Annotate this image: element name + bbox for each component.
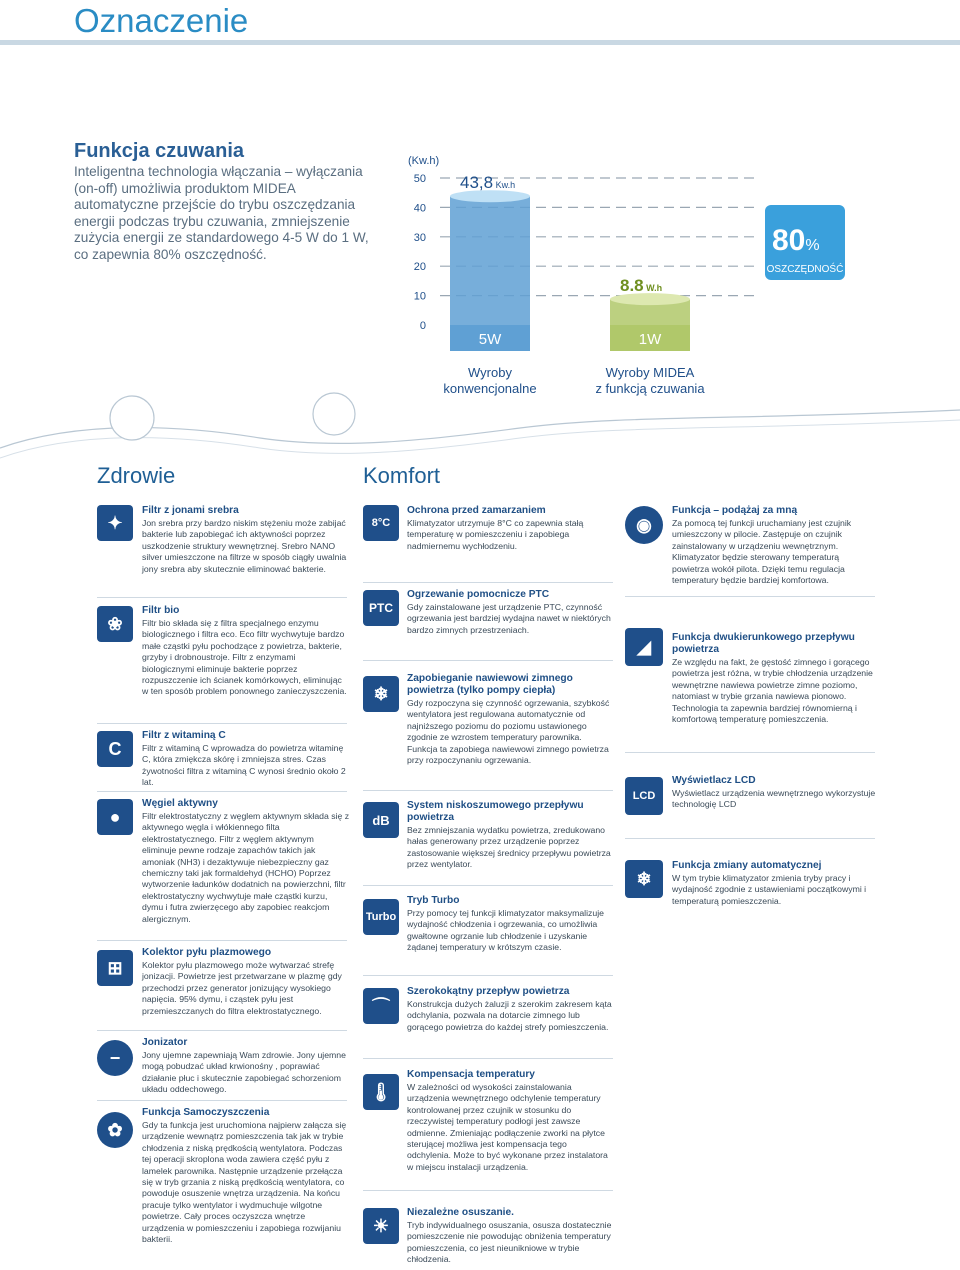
feature-text: Filtr bio składa się z filtra specjalnego enzymu biologicznego i filtra eco. Eco filtr wychwytuje bardzo małe cząstki pyłu pochodzące z powietrza, bakterie, grzyby i drobnoustroje. Filtr z enzymami biologicznymi eliminuje bakterie poprzez rozpuszczenie ich ścianek komórkowych, eliminując w ten sposób problem ponownego zanieczyszczenia. (142, 618, 347, 697)
plasma-icon: ⊞ (97, 950, 133, 986)
value-unit: Kw.h (493, 180, 516, 191)
feature-title: Niezależne osuszanie. (407, 1207, 515, 1218)
bar (450, 196, 530, 325)
feature-active-carbon (142, 798, 350, 925)
feature-text: Filtr z witaminą C wprowadza do powietrza witaminę C, która zmiękcza skórę i zmniejsza stres. Czas żywotności filtra z witaminą C wynosi średnio około 2 lat. (142, 743, 346, 788)
divider (363, 582, 613, 583)
feature-title: Funkcja Samoczyszczenia (142, 1107, 270, 1118)
standby-description: Inteligentna technologia włączania – wyłączania (on-off) umożliwia produktom MIDEA automatyczne przejście do trybu oszczędzania energii podczas trybu czuwania, zmniejszenie zużycia energii ze standardowego 4-5 W do 1 W, co zapewnia 80% oszczędność. (74, 164, 369, 262)
feature-text: Wyświetlacz urządzenia wewnętrznego wykorzystuje technologię LCD (672, 788, 876, 810)
feature-title: Ogrzewanie pomocnicze PTC (407, 589, 550, 600)
bio-filter-icon: ❀ (97, 606, 133, 642)
feature-self-clean (142, 1107, 350, 1245)
vitamin-c-icon: C (97, 731, 133, 767)
divider (97, 723, 347, 724)
feature-text: Jony ujemne zapewniają Wam zdrowie. Jony ujemne mogą pobudzać układ krwionośny , poprawiać działanie płuc i skutecznie zapobiegać schorzeniom układu oddechowego. (142, 1050, 346, 1095)
follow-me-icon: ◉ (625, 506, 663, 544)
divider (625, 838, 875, 839)
divider (363, 885, 613, 886)
feature-freeze-protection (407, 505, 612, 552)
feature-title: Tryb Turbo (407, 895, 460, 906)
silver-ion-icon: ✦ (97, 505, 133, 541)
feature-text: Ze względu na fakt, że gęstość zimnego i gorącego powietrza jest różna, w trybie chłodzenia urządzenie wewnętrzne nawiewa powietrze zimne poziomo, natomiast w trybie grzania nawiewa pionowo. Technologia ta zapewnia bardziej równomierną i komfortową temperaturę pomieszczenia. (672, 657, 873, 725)
dehumidify-icon: ☀ (363, 1208, 399, 1244)
savings-value: 80% (772, 224, 820, 257)
feature-text: Gdy rozpoczyna się czynność ogrzewania, szybkość wentylatora jest regulowana automatycznie od najniższego poziomu do poziomu ustawionego zgodnie ze wzrostem temperatury parownika. Funkcja ta zapobiega nawiewowi zimnego powietrza przy rozpoczynaniu ogrzewania. (407, 698, 610, 766)
feature-turbo (407, 895, 612, 954)
feature-text: Konstrukcja dużych żaluzji z szerokim zakresem kąta odchylania, pozwala na dotarcie zimnego lub gorącego powietrza do każdej strefy pomieszczenia. (407, 999, 612, 1032)
feature-temperature-compensation (407, 1069, 612, 1173)
feature-title: Kolektor pyłu plazmowego (142, 947, 272, 958)
self-clean-icon: ✿ (97, 1112, 133, 1148)
low-noise-icon: dB (363, 802, 399, 838)
savings-badge (765, 205, 845, 280)
divider (363, 1058, 613, 1059)
savings-label: OSZCZĘDNOŚĆ (766, 264, 844, 275)
feature-text: Przy pomocy tej funkcji klimatyzator maksymalizuje wydajność chłodzenia i ogrzewania, co umożliwia gwałtowne ogrzanie lub chłodzenie i uzyskanie żądanej temperatury w krótszym czasie. (407, 908, 604, 953)
page-title: Oznaczenie (74, 2, 249, 39)
feature-text: Jon srebra przy bardzo niskim stężeniu może zabijać bakterie lub zapobiegać ich aktywności poprzez uszkodzenie struktury wewnętrznej. Srebro NANO silver umieszczone na filtrze w sposób ciągły uwalnia jony srebra aby skutecznie eliminować bakterie. (142, 518, 347, 574)
wide-airflow-icon: ⌒ (363, 988, 399, 1024)
feature-title: Kompensacja temperatury (407, 1069, 535, 1080)
feature-anti-cold-air (407, 673, 612, 766)
feature-title: Filtr z jonami srebra (142, 505, 239, 516)
divider (625, 752, 875, 753)
feature-text: Gdy ta funkcja jest uruchomiona najpierw załącza się urządzenie wewnątrz pomieszczenia tak jak w trybie chłodzenia z niską prędkością wentylatora. Podczas tej operacji skroplona woda zawiera część pyłu z lamelek parownika. Następnie urządzenie przełącza się w tryb grzania z niską prędkością wentylatora, co powoduje osuszenie wnętrza urządzenia. Na końcu pracuje tylko wentylator i wydmuchuje wilgotne powietrze. Cały proces oczyszcza wnętrze urządzenia w pomieszczeniu i zapobiega rozwijaniu bakterii. (142, 1120, 347, 1245)
divider (363, 790, 613, 791)
wave-separator (0, 390, 960, 470)
feature-two-way-airflow (672, 632, 877, 725)
two-way-airflow-icon: ◢ (625, 628, 663, 666)
y-tick-label: 20 (413, 261, 426, 274)
bar-label: 1W (638, 331, 662, 348)
feature-title: Funkcja zmiany automatycznej (672, 860, 822, 871)
feature-title: Węgiel aktywny (142, 798, 218, 809)
section-comfort: Komfort (363, 463, 441, 488)
y-tick-label: 50 (413, 173, 426, 185)
divider (97, 1100, 347, 1101)
divider (363, 1190, 613, 1191)
divider (363, 660, 613, 661)
divider (625, 596, 875, 597)
feature-text: Bez zmniejszania wydatku powietrza, zredukowano hałas generowany przez urządzenie poprzez zastosowanie większej średnicy przepływu powietrza przez wentylator. (407, 825, 611, 870)
auto-mode-icon: ❄ (625, 860, 663, 898)
feature-text: Kolektor pyłu plazmowego może wytwarzać strefę jonizacji. Powietrze jest przetwarzane w plazmę gdy przechodzi przez generator jonizujący wysokiego napięcia. 95% dymu, i cząstek pyłu jest przemieszczanych do filtra elektrostatycznego. (142, 960, 342, 1016)
feature-title: Ochrona przed zamarzaniem (407, 505, 546, 516)
category-label: konwencjonalne (443, 381, 537, 396)
divider (97, 597, 347, 598)
feature-title: System niskoszumowego przepływu powietrza (407, 800, 584, 823)
anti-cold-air-icon: ❄ (363, 676, 399, 712)
active-carbon-icon: ● (97, 799, 133, 835)
feature-text: Tryb indywidualnego osuszania, osusza dostatecznie pomieszczenie nie powodując obniżenia temperatury pomieszczenia, co jest nieunikniowe w trybie chłodzenia. (407, 1220, 612, 1265)
feature-title: Funkcja dwukierunkowego przepływu powietrza (672, 632, 855, 655)
ionizer-icon: − (97, 1040, 133, 1076)
section-health: Zdrowie (97, 463, 176, 488)
y-axis-label: (Kw.h) (408, 155, 440, 167)
divider (363, 975, 613, 976)
thermometer-icon: 🌡 (363, 1074, 399, 1110)
feature-text: Filtr elektrostatyczny z węglem aktywnym składa się z aktywnego węgla i włókiennego filta elektrostatycznego. Filtr z węglem aktywnym eliminuje pewne rodzaje zapachów takich jak amoniak (NH3) i dezaktywuje niebezpieczny gaz chemiczny taki jak formaldehyd (HCHO) Poprzez wytworzenie ładunków dodatnich na powierzchni, filtr elektrostatyczny wychwytuje małe cząstki kurzu, dymu i futra zwierzęcego aby zapobiec reakcjom alergicznym. (142, 811, 350, 924)
y-tick-label: 10 (413, 290, 426, 303)
feature-plasma-collector (142, 947, 350, 1017)
ptc-heating-icon: PTC (363, 590, 399, 626)
divider (97, 940, 347, 941)
y-tick-label: 30 (413, 231, 426, 244)
feature-low-noise (407, 800, 612, 871)
feature-wide-airflow (407, 986, 612, 1033)
feature-title: Szerokokątny przepływ powietrza (407, 986, 570, 997)
value-unit: W.h (643, 283, 663, 294)
feature-dehumidify (407, 1207, 612, 1266)
y-tick-label: 40 (413, 202, 426, 215)
feature-title: Wyświetlacz LCD (672, 775, 756, 786)
divider (97, 1030, 347, 1031)
feature-title: Jonizator (142, 1037, 188, 1048)
bar-label: 5W (478, 331, 502, 348)
category-label: Wyroby MIDEA (605, 365, 695, 380)
feature-title: Zapobieganie nawiewowi zimnego powietrza (tylko pompy ciepła) (407, 673, 573, 696)
feature-vitamin-c-filter (142, 730, 350, 789)
category-label: z funkcją czuwania (595, 381, 705, 396)
feature-bio-filter (142, 605, 350, 698)
savings-unit: % (805, 237, 820, 254)
feature-text: Gdy zainstalowane jest urządzenie PTC, czynność ogrzewania jest bardziej wydajna nawet w niektórych bardzo zimnych przestrzeniach. (407, 602, 611, 635)
feature-ionizer (142, 1037, 350, 1096)
feature-follow-me (672, 505, 877, 586)
category-label: Wyroby (468, 365, 512, 380)
value-label: 43,8 Kw.h (460, 173, 516, 193)
feature-text: W zależności od wysokości zainstalowania urządzenia wewnętrznego odchylenie temperatury kontrolowanej przez czujnik w stosunku do rzeczywistej temperatury podłogi jest zawsze odmienne. Zmieniając podłączenie zworki na płytce sterującej możliwa jest kompensacja tego odchylenia. Może to być wykonane przez instalatora w miejscu instalacji urządzenia. (407, 1082, 608, 1172)
lcd-display-icon: LCD (625, 777, 663, 815)
feature-title: Filtr bio (142, 605, 180, 616)
standby-chart (380, 150, 860, 400)
feature-silver-ion-filter (142, 505, 350, 575)
feature-text: Za pomocą tej funkcji uruchamiany jest czujnik umieszczony w pilocie. Zastępuje on czujnik zainstalowany w urządzeniu wewnętrznym. Klimatyzator będzie sterowany temperaturą powietrza wokół pilota. Dzięki temu regulacja temperatury będzie bardziej komfortowa. (672, 518, 852, 586)
feature-auto-mode (672, 860, 877, 907)
feature-lcd-display (672, 775, 877, 811)
divider (97, 791, 347, 792)
y-tick-label: 0 (419, 320, 426, 332)
turbo-icon: Turbo (363, 899, 399, 935)
feature-text: Klimatyzator utrzymuje 8°C co zapewnia stałą temperaturę w pomieszczeniu i zapobiega nadmiernemu wychłodzeniu. (407, 518, 584, 551)
feature-title: Filtr z witaminą C (142, 730, 226, 741)
feature-text: W tym trybie klimatyzator zmienia tryby pracy i wydajność zgodnie z ustawieniami początkowymi i temperaturą pomieszczenia. (672, 873, 867, 906)
freeze-protection-icon: 8°C (363, 505, 399, 541)
feature-ptc-heating (407, 589, 612, 636)
standby-title: Funkcja czuwania (74, 140, 245, 162)
feature-title: Funkcja – podążaj za mną (672, 505, 798, 516)
value-label: 8.8 W.h (620, 276, 663, 296)
header-band (0, 40, 960, 45)
